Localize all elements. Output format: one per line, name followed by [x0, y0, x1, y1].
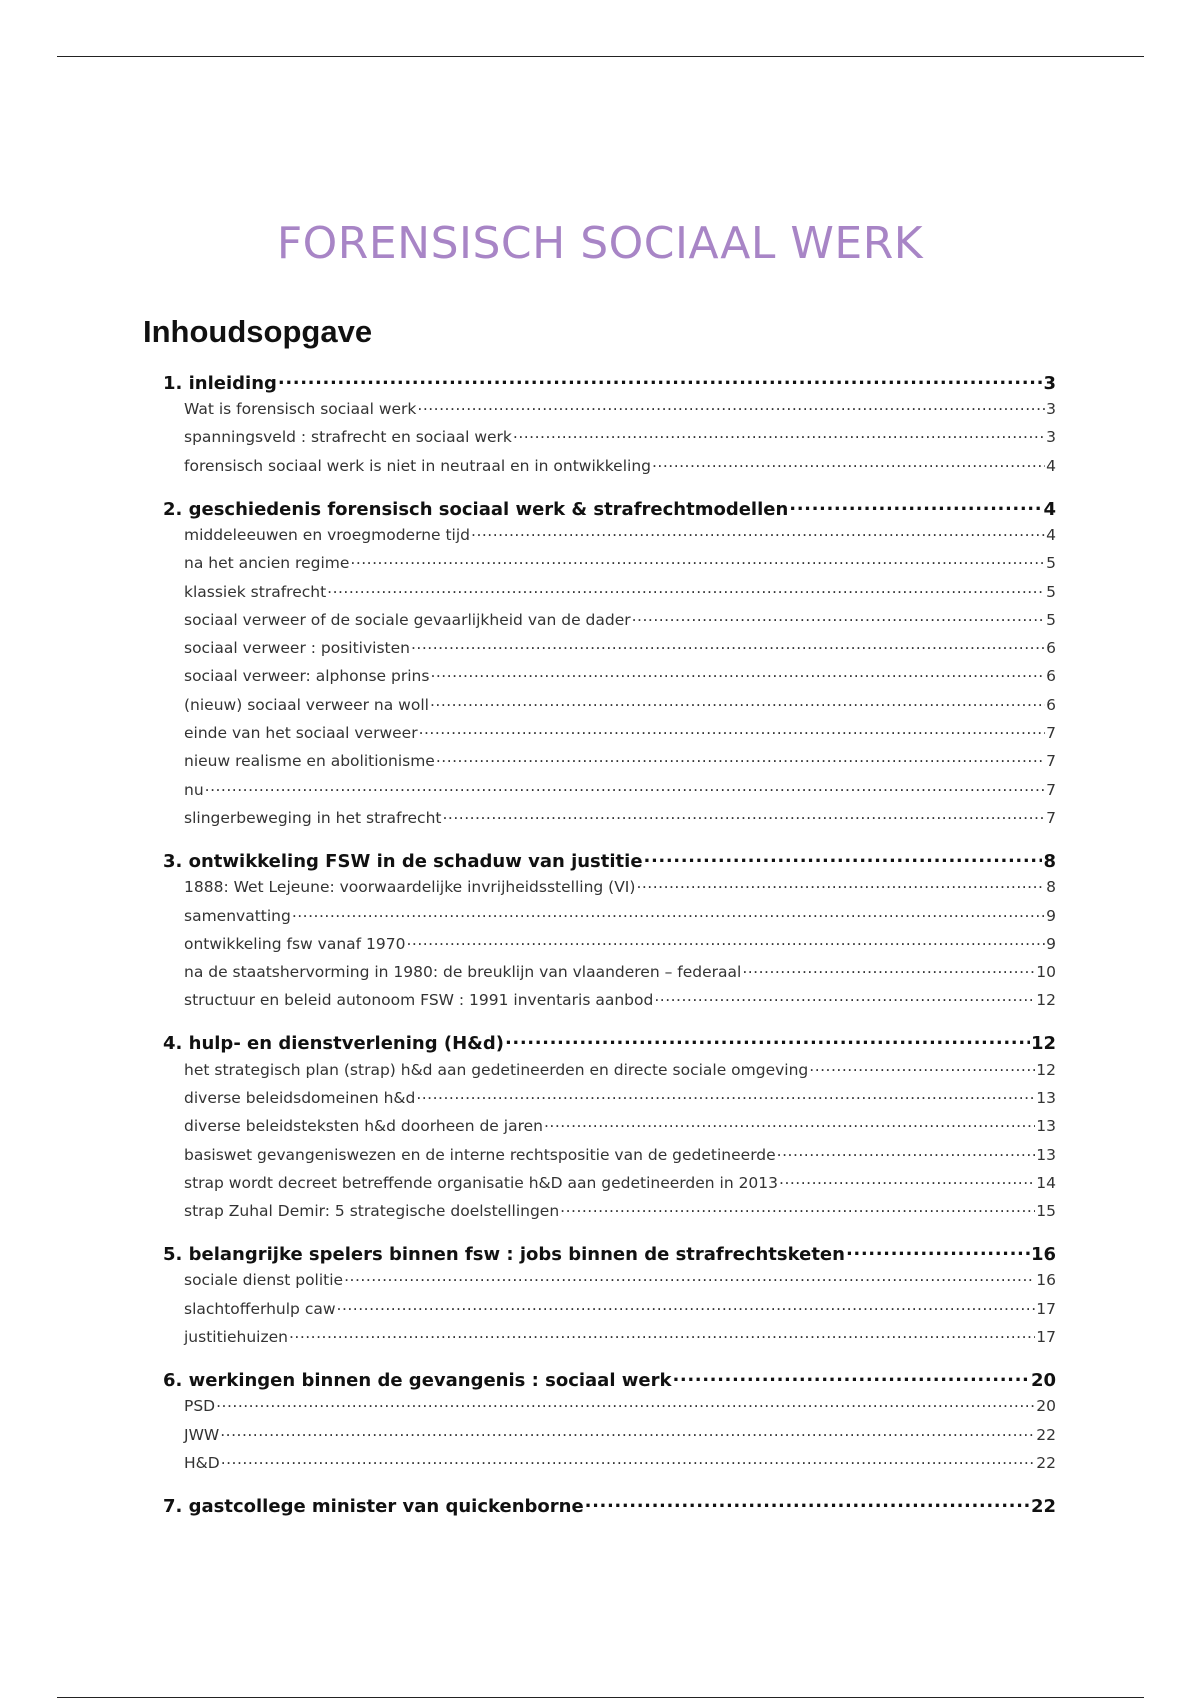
toc-entry-page: 3	[1043, 372, 1056, 394]
toc-subsection-entry[interactable]	[184, 903, 1056, 931]
toc-subsection-entry[interactable]	[184, 1423, 1056, 1451]
toc-section	[0, 1366, 1200, 1479]
toc-entry-title: diverse beleidsteksten h&d doorheen de jaren	[184, 1117, 543, 1136]
toc-entry-title: nieuw realisme en abolitionisme	[184, 752, 435, 771]
toc-entry-title: justitiehuizen	[184, 1328, 288, 1347]
toc-subsection-entry[interactable]	[184, 693, 1056, 721]
toc-entry-title: 1888: Wet Lejeune: voorwaardelijke invrijheidsstelling (VI)	[184, 878, 636, 897]
toc-heading: Inhoudsopgave	[143, 314, 373, 349]
toc-entry-page: 7	[1046, 780, 1056, 799]
toc-subsection-entry[interactable]	[184, 425, 1056, 453]
toc-section	[0, 1030, 1200, 1228]
toc-entry-page: 13	[1036, 1117, 1056, 1136]
toc-entry-page: 22	[1036, 1425, 1056, 1444]
toc-subsection-entry[interactable]	[184, 1086, 1056, 1114]
dot-leader	[416, 1086, 1035, 1103]
toc-entry-page: 8	[1043, 850, 1056, 872]
toc-entry-page: 9	[1046, 934, 1056, 953]
dot-leader	[742, 960, 1035, 977]
toc-subsection-entry[interactable]	[184, 806, 1056, 834]
toc-entry-page: 5	[1046, 610, 1056, 629]
toc-entry-title: samenvatting	[184, 906, 291, 925]
dot-leader	[644, 847, 1043, 867]
toc-entry-title: slachtofferhulp caw	[184, 1299, 336, 1318]
dot-leader	[513, 425, 1045, 442]
dot-leader	[292, 903, 1045, 920]
toc-subsection-entry[interactable]	[184, 1143, 1056, 1171]
dot-leader	[789, 495, 1042, 515]
toc-entry-title: na het ancien regime	[184, 554, 350, 573]
toc-entry-page: 5	[1046, 582, 1056, 601]
toc-entry-title: JWW	[184, 1425, 220, 1444]
dot-leader	[777, 1143, 1036, 1160]
toc-entry-page: 20	[1036, 1397, 1056, 1416]
toc-entry-page: 6	[1046, 667, 1056, 686]
toc-entry-title: middeleeuwen en vroegmoderne tijd	[184, 525, 471, 544]
toc-subsection-entry[interactable]	[184, 397, 1056, 425]
toc-entry-title: slingerbeweging in het strafrecht	[184, 808, 442, 827]
toc-entry-page: 4	[1046, 525, 1056, 544]
toc-subsection-entry[interactable]	[184, 1268, 1056, 1296]
toc-entry-page: 6	[1046, 695, 1056, 714]
header-rule	[57, 56, 1144, 57]
toc-entry-page: 7	[1046, 808, 1056, 827]
toc-entry-title: sociaal verweer of de sociale gevaarlijkheid van de dader	[184, 610, 631, 629]
toc-entry-title: basiswet gevangeniswezen en de interne rechtspositie van de gedetineerde	[184, 1145, 776, 1164]
toc-entry-page: 17	[1036, 1328, 1056, 1347]
dot-leader	[779, 1171, 1035, 1188]
dot-leader	[344, 1268, 1035, 1285]
toc-subsection-entry[interactable]	[184, 988, 1056, 1016]
dot-leader	[654, 988, 1035, 1005]
dot-leader	[419, 721, 1046, 738]
toc-subsection-entry[interactable]	[184, 1199, 1056, 1227]
toc-chapter-entry[interactable]	[163, 1240, 1056, 1268]
toc-entry-page: 16	[1030, 1244, 1056, 1266]
toc-entry-page: 10	[1036, 963, 1056, 982]
dot-leader	[430, 664, 1045, 681]
toc-entry-title: spanningsveld : strafrecht en sociaal werk	[184, 428, 512, 447]
toc-entry-title: 4. hulp- en dienstverlening (H&d)	[163, 1033, 504, 1055]
toc-entry-title: forensisch sociaal werk is niet in neutraal en in ontwikkeling	[184, 456, 651, 475]
toc-entry-page: 4	[1046, 456, 1056, 475]
toc-entry-page: 8	[1046, 878, 1056, 897]
toc-subsection-entry[interactable]	[184, 454, 1056, 482]
dot-leader	[560, 1199, 1035, 1216]
toc-subsection-entry[interactable]	[184, 1325, 1056, 1353]
dot-leader	[406, 932, 1045, 949]
dot-leader	[337, 1297, 1036, 1314]
toc-entry-title: sociale dienst politie	[184, 1271, 344, 1290]
dot-leader	[632, 608, 1046, 625]
toc-entry-title: structuur en beleid autonoom FSW : 1991 inventaris aanbod	[184, 991, 654, 1010]
toc-subsection-entry[interactable]	[184, 1451, 1056, 1479]
dot-leader	[846, 1240, 1030, 1260]
toc-entry-title: diverse beleidsdomeinen h&d	[184, 1088, 416, 1107]
toc-chapter-entry[interactable]	[163, 495, 1056, 523]
footer-rule	[57, 1697, 1144, 1698]
dot-leader	[216, 1394, 1035, 1411]
dot-leader	[417, 397, 1045, 414]
toc-chapter-entry[interactable]	[163, 1366, 1056, 1394]
toc-entry-page: 12	[1036, 991, 1056, 1010]
toc-entry-page: 12	[1030, 1033, 1056, 1055]
toc-entry-title: klassiek strafrecht	[184, 582, 327, 601]
toc-entry-title: 6. werkingen binnen de gevangenis : sociaal werk	[163, 1370, 672, 1392]
toc-entry-page: 4	[1043, 498, 1056, 520]
dot-leader	[442, 806, 1045, 823]
toc-section	[0, 369, 1200, 482]
toc-entry-page: 12	[1036, 1060, 1056, 1079]
toc-chapter-entry[interactable]	[163, 1492, 1056, 1520]
toc-entry-title: 2. geschiedenis forensisch sociaal werk & strafrechtmodellen	[163, 498, 789, 520]
toc-entry-page: 3	[1046, 400, 1056, 419]
toc-chapter-entry[interactable]	[163, 1030, 1056, 1058]
toc-section	[0, 847, 1200, 1016]
toc-subsection-entry[interactable]	[184, 875, 1056, 903]
table-of-contents	[0, 369, 1200, 1533]
toc-subsection-entry[interactable]	[184, 523, 1056, 551]
dot-leader	[672, 1366, 1029, 1386]
toc-entry-page: 16	[1036, 1271, 1056, 1290]
dot-leader	[411, 636, 1045, 653]
toc-section	[0, 495, 1200, 834]
toc-entry-title: einde van het sociaal verweer	[184, 724, 418, 743]
toc-entry-page: 15	[1036, 1202, 1056, 1221]
toc-section	[0, 1492, 1200, 1520]
dot-leader	[505, 1030, 1030, 1050]
toc-subsection-entry[interactable]	[184, 1114, 1056, 1142]
document-title: FORENSISCH SOCIAAL WERK	[276, 218, 924, 269]
toc-entry-title: PSD	[184, 1397, 216, 1416]
toc-subsection-entry[interactable]	[184, 1394, 1056, 1422]
dot-leader	[636, 875, 1045, 892]
toc-entry-page: 22	[1036, 1453, 1056, 1472]
toc-subsection-entry[interactable]	[184, 1297, 1056, 1325]
toc-chapter-entry[interactable]	[163, 847, 1056, 875]
toc-subsection-entry[interactable]	[184, 551, 1056, 579]
toc-entry-page: 7	[1046, 724, 1056, 743]
dot-leader	[289, 1325, 1035, 1342]
toc-subsection-entry[interactable]	[184, 1171, 1056, 1199]
dot-leader	[221, 1451, 1036, 1468]
toc-entry-title: sociaal verweer: alphonse prins	[184, 667, 430, 686]
dot-leader	[544, 1114, 1035, 1131]
toc-subsection-entry[interactable]	[184, 960, 1056, 988]
toc-entry-title: 1. inleiding	[163, 372, 277, 394]
toc-entry-page: 13	[1036, 1145, 1056, 1164]
toc-subsection-entry[interactable]	[184, 721, 1056, 749]
toc-entry-page: 17	[1036, 1299, 1056, 1318]
toc-chapter-entry[interactable]	[163, 369, 1056, 397]
toc-entry-page: 7	[1046, 752, 1056, 771]
toc-entry-title: Wat is forensisch sociaal werk	[184, 400, 417, 419]
toc-subsection-entry[interactable]	[184, 1058, 1056, 1086]
toc-subsection-entry[interactable]	[184, 636, 1056, 664]
dot-leader	[205, 778, 1045, 795]
toc-subsection-entry[interactable]	[184, 579, 1056, 607]
dot-leader	[430, 693, 1045, 710]
toc-subsection-entry[interactable]	[184, 608, 1056, 636]
toc-subsection-entry[interactable]	[184, 749, 1056, 777]
toc-entry-page: 3	[1046, 428, 1056, 447]
toc-entry-page: 22	[1030, 1496, 1056, 1517]
toc-entry-page: 20	[1030, 1370, 1056, 1392]
toc-entry-page: 5	[1046, 554, 1056, 573]
dot-leader	[809, 1058, 1035, 1075]
dot-leader	[652, 454, 1045, 471]
dot-leader	[350, 551, 1045, 568]
toc-entry-title: strap Zuhal Demir: 5 strategische doelstellingen	[184, 1202, 560, 1221]
toc-entry-title: 7. gastcollege minister van quickenborne	[163, 1496, 584, 1517]
toc-entry-title: sociaal verweer : positivisten	[184, 639, 410, 658]
toc-entry-title: strap wordt decreet betreffende organisatie h&D aan gedetineerden in 2013	[184, 1173, 779, 1192]
dot-leader	[471, 523, 1045, 540]
toc-section	[0, 1240, 1200, 1353]
dot-leader	[436, 749, 1045, 766]
toc-entry-title: nu	[184, 780, 204, 799]
toc-entry-title: 3. ontwikkeling FSW in de schaduw van justitie	[163, 850, 643, 872]
toc-entry-title: 5. belangrijke spelers binnen fsw : jobs binnen de strafrechtsketen	[163, 1244, 845, 1266]
dot-leader	[327, 579, 1045, 596]
toc-entry-page: 13	[1036, 1088, 1056, 1107]
toc-entry-title: het strategisch plan (strap) h&d aan gedetineerden en directe sociale omgeving	[184, 1060, 809, 1079]
toc-entry-title: (nieuw) sociaal verweer na woll	[184, 695, 429, 714]
dot-leader	[278, 369, 1043, 389]
dot-leader	[220, 1423, 1035, 1440]
toc-subsection-entry[interactable]	[184, 778, 1056, 806]
toc-entry-page: 9	[1046, 906, 1056, 925]
toc-entry-title: H&D	[184, 1453, 220, 1472]
toc-entry-page: 14	[1036, 1173, 1056, 1192]
toc-entry-page: 6	[1046, 639, 1056, 658]
toc-subsection-entry[interactable]	[184, 664, 1056, 692]
toc-entry-title: ontwikkeling fsw vanaf 1970	[184, 934, 406, 953]
dot-leader	[585, 1492, 1030, 1512]
toc-subsection-entry[interactable]	[184, 932, 1056, 960]
toc-entry-title: na de staatshervorming in 1980: de breuklijn van vlaanderen – federaal	[184, 963, 742, 982]
